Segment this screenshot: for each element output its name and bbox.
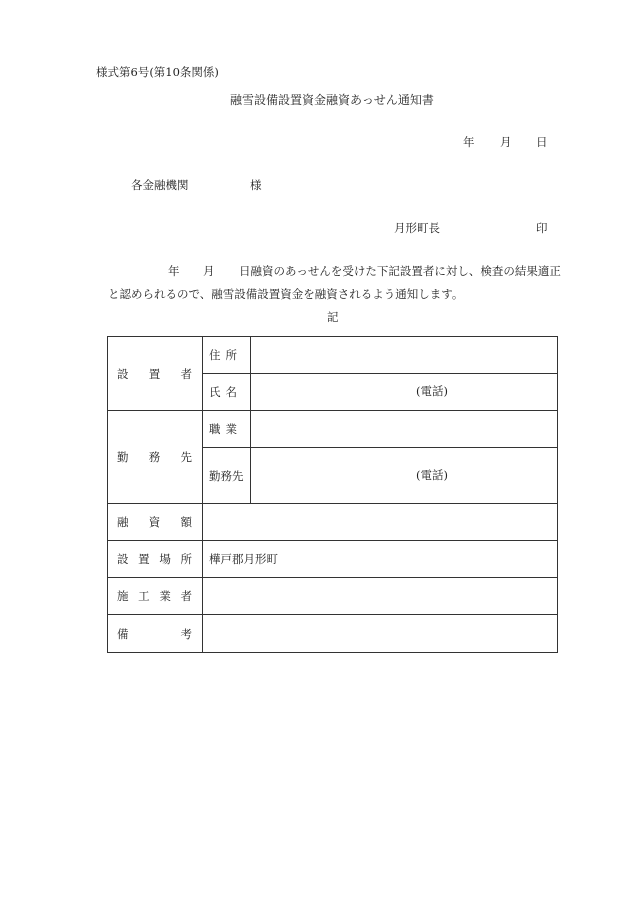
addressee-name: 各金融機関	[131, 178, 189, 192]
contractor-value[interactable]	[203, 578, 558, 615]
remarks-value[interactable]	[203, 615, 558, 653]
sender-seal: 印	[536, 221, 548, 235]
document-title: 融雪設備設置資金融資あっせん通知書	[230, 93, 434, 107]
addressee-honorific: 様	[250, 178, 262, 192]
body-year: 年	[168, 264, 180, 278]
loan-amount-label: 融 資 額	[108, 504, 203, 541]
contractor-label: 施 工 業 者	[108, 578, 203, 615]
date-year: 年	[463, 135, 475, 149]
sender-title: 月形町長	[394, 221, 440, 235]
location-label: 設 置 場 所	[108, 541, 203, 578]
body-month: 月	[203, 264, 215, 278]
address-label: 住 所	[203, 337, 251, 374]
form-number: 様式第6号(第10条関係)	[96, 65, 219, 79]
workplace-label: 勤 務 先	[108, 411, 203, 504]
location-value[interactable]: 樺戸郡月形町	[203, 541, 558, 578]
installer-label: 設 置 者	[108, 337, 203, 411]
workplace-phone-label: (電話)	[416, 468, 448, 482]
address-value[interactable]	[251, 337, 558, 374]
workplace-sub-label: 勤務先	[203, 448, 251, 504]
occupation-value[interactable]	[251, 411, 558, 448]
contractor-row	[108, 578, 558, 615]
installer-phone-label: (電話)	[416, 384, 448, 398]
workplace-value[interactable]	[251, 448, 558, 504]
installer-address-row	[108, 337, 558, 374]
location-row	[108, 541, 558, 578]
body-line2: と認められるので、融雪設備設置資金を融資されるよう通知します。	[108, 287, 464, 301]
occupation-label: 職 業	[203, 411, 251, 448]
name-label: 氏 名	[203, 374, 251, 411]
date-day: 日	[536, 135, 548, 149]
loan-amount-row	[108, 504, 558, 541]
remarks-label: 備 考	[108, 615, 203, 653]
date-month: 月	[500, 135, 512, 149]
notification-table	[107, 336, 558, 653]
remarks-row	[108, 615, 558, 653]
occupation-row	[108, 411, 558, 448]
name-value[interactable]	[251, 374, 558, 411]
body-line1: 日融資のあっせんを受けた下記設置者に対し、検査の結果適正	[239, 264, 561, 278]
ki-heading: 記	[327, 310, 339, 324]
loan-amount-value[interactable]	[203, 504, 558, 541]
